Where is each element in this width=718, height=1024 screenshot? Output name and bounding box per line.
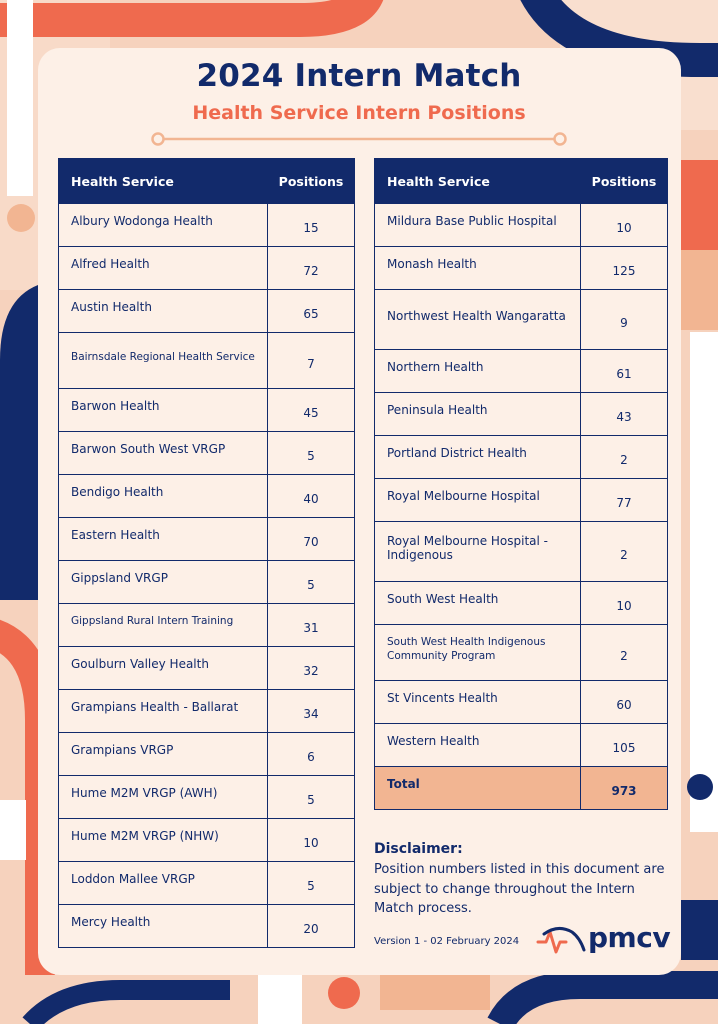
service-name: Gippsland Rural Intern Training: [59, 604, 268, 647]
column-header-service: Health Service: [375, 159, 581, 204]
table-row: [375, 290, 668, 350]
positions-count: 2: [581, 436, 668, 479]
table-row: [375, 393, 668, 436]
positions-count: 2: [581, 625, 668, 681]
service-name: Royal Melbourne Hospital - Indigenous: [375, 522, 581, 582]
service-name: Austin Health: [59, 290, 268, 333]
table-row: [375, 479, 668, 522]
left-positions-table: [58, 158, 355, 948]
service-name: Western Health: [375, 724, 581, 767]
table-row: [59, 247, 355, 290]
service-name: Loddon Mallee VRGP: [59, 862, 268, 905]
service-name: Alfred Health: [59, 247, 268, 290]
table-row: [375, 350, 668, 393]
positions-count: 5: [268, 776, 355, 819]
table-row: [375, 204, 668, 247]
column-header-positions: Positions: [581, 159, 668, 204]
positions-count: 125: [581, 247, 668, 290]
table-row: [59, 204, 355, 247]
service-name: Gippsland VRGP: [59, 561, 268, 604]
positions-count: 6: [268, 733, 355, 776]
service-name: South West Health: [375, 582, 581, 625]
positions-count: 5: [268, 862, 355, 905]
table-row: [59, 862, 355, 905]
table-row: [59, 561, 355, 604]
service-name: Peninsula Health: [375, 393, 581, 436]
table-row: [59, 647, 355, 690]
service-name: Bairnsdale Regional Health Service: [59, 333, 268, 389]
table-row: [59, 690, 355, 733]
service-name: South West Health Indigenous Community Program: [375, 625, 581, 681]
positions-count: 45: [268, 389, 355, 432]
table-row: [375, 724, 668, 767]
table-row: [59, 389, 355, 432]
service-name: Goulburn Valley Health: [59, 647, 268, 690]
positions-count: 105: [581, 724, 668, 767]
table-row: [59, 776, 355, 819]
table-header-row: [375, 159, 668, 204]
column-header-positions: Positions: [268, 159, 355, 204]
positions-count: 15: [268, 204, 355, 247]
positions-count: 32: [268, 647, 355, 690]
positions-count: 60: [581, 681, 668, 724]
table-row: [59, 475, 355, 518]
service-name: Portland District Health: [375, 436, 581, 479]
positions-count: 10: [268, 819, 355, 862]
page-title: 2024 Intern Match: [196, 58, 522, 94]
total-label: Total: [375, 767, 581, 810]
pmcv-logo-text: pmcv: [588, 921, 671, 954]
positions-count: 2: [581, 522, 668, 582]
disclaimer-title: Disclaimer:: [374, 841, 463, 857]
positions-count: 20: [268, 905, 355, 948]
service-name: Eastern Health: [59, 518, 268, 561]
service-name: Monash Health: [375, 247, 581, 290]
total-row: [375, 767, 668, 810]
positions-count: 31: [268, 604, 355, 647]
total-count: 973: [581, 767, 668, 810]
positions-count: 40: [268, 475, 355, 518]
version-label: Version 1 - 02 February 2024: [374, 936, 520, 947]
service-name: Bendigo Health: [59, 475, 268, 518]
page-subtitle: Health Service Intern Positions: [192, 102, 526, 124]
table-row: [59, 518, 355, 561]
column-header-service: Health Service: [59, 159, 268, 204]
table-row: [59, 905, 355, 948]
service-name: Barwon South West VRGP: [59, 432, 268, 475]
table-row: [59, 604, 355, 647]
table-row: [375, 625, 668, 681]
service-name: Hume M2M VRGP (AWH): [59, 776, 268, 819]
title-divider: [150, 131, 568, 147]
service-name: St Vincents Health: [375, 681, 581, 724]
table-row: [59, 333, 355, 389]
positions-count: 10: [581, 582, 668, 625]
positions-count: 9: [581, 290, 668, 350]
positions-count: 72: [268, 247, 355, 290]
positions-count: 43: [581, 393, 668, 436]
positions-count: 5: [268, 561, 355, 604]
positions-count: 5: [268, 432, 355, 475]
right-positions-table: [374, 158, 668, 810]
table-row: [59, 733, 355, 776]
disclaimer-text: Position numbers listed in this document are subject to change throughout the Intern Match process.: [374, 862, 665, 916]
positions-count: 34: [268, 690, 355, 733]
positions-count: 61: [581, 350, 668, 393]
service-name: Hume M2M VRGP (NHW): [59, 819, 268, 862]
service-name: Barwon Health: [59, 389, 268, 432]
positions-count: 70: [268, 518, 355, 561]
table-row: [375, 582, 668, 625]
service-name: Mildura Base Public Hospital: [375, 204, 581, 247]
service-name: Mercy Health: [59, 905, 268, 948]
table-row: [59, 432, 355, 475]
positions-count: 7: [268, 333, 355, 389]
positions-count: 77: [581, 479, 668, 522]
service-name: Albury Wodonga Health: [59, 204, 268, 247]
service-name: Northern Health: [375, 350, 581, 393]
service-name: Northwest Health Wangaratta: [375, 290, 581, 350]
positions-count: 65: [268, 290, 355, 333]
table-row: [375, 436, 668, 479]
table-row: [59, 290, 355, 333]
table-row: [375, 681, 668, 724]
table-row: [59, 819, 355, 862]
table-row: [375, 522, 668, 582]
service-name: Grampians VRGP: [59, 733, 268, 776]
positions-count: 10: [581, 204, 668, 247]
service-name: Grampians Health - Ballarat: [59, 690, 268, 733]
table-row: [375, 247, 668, 290]
table-header-row: [59, 159, 355, 204]
service-name: Royal Melbourne Hospital: [375, 479, 581, 522]
